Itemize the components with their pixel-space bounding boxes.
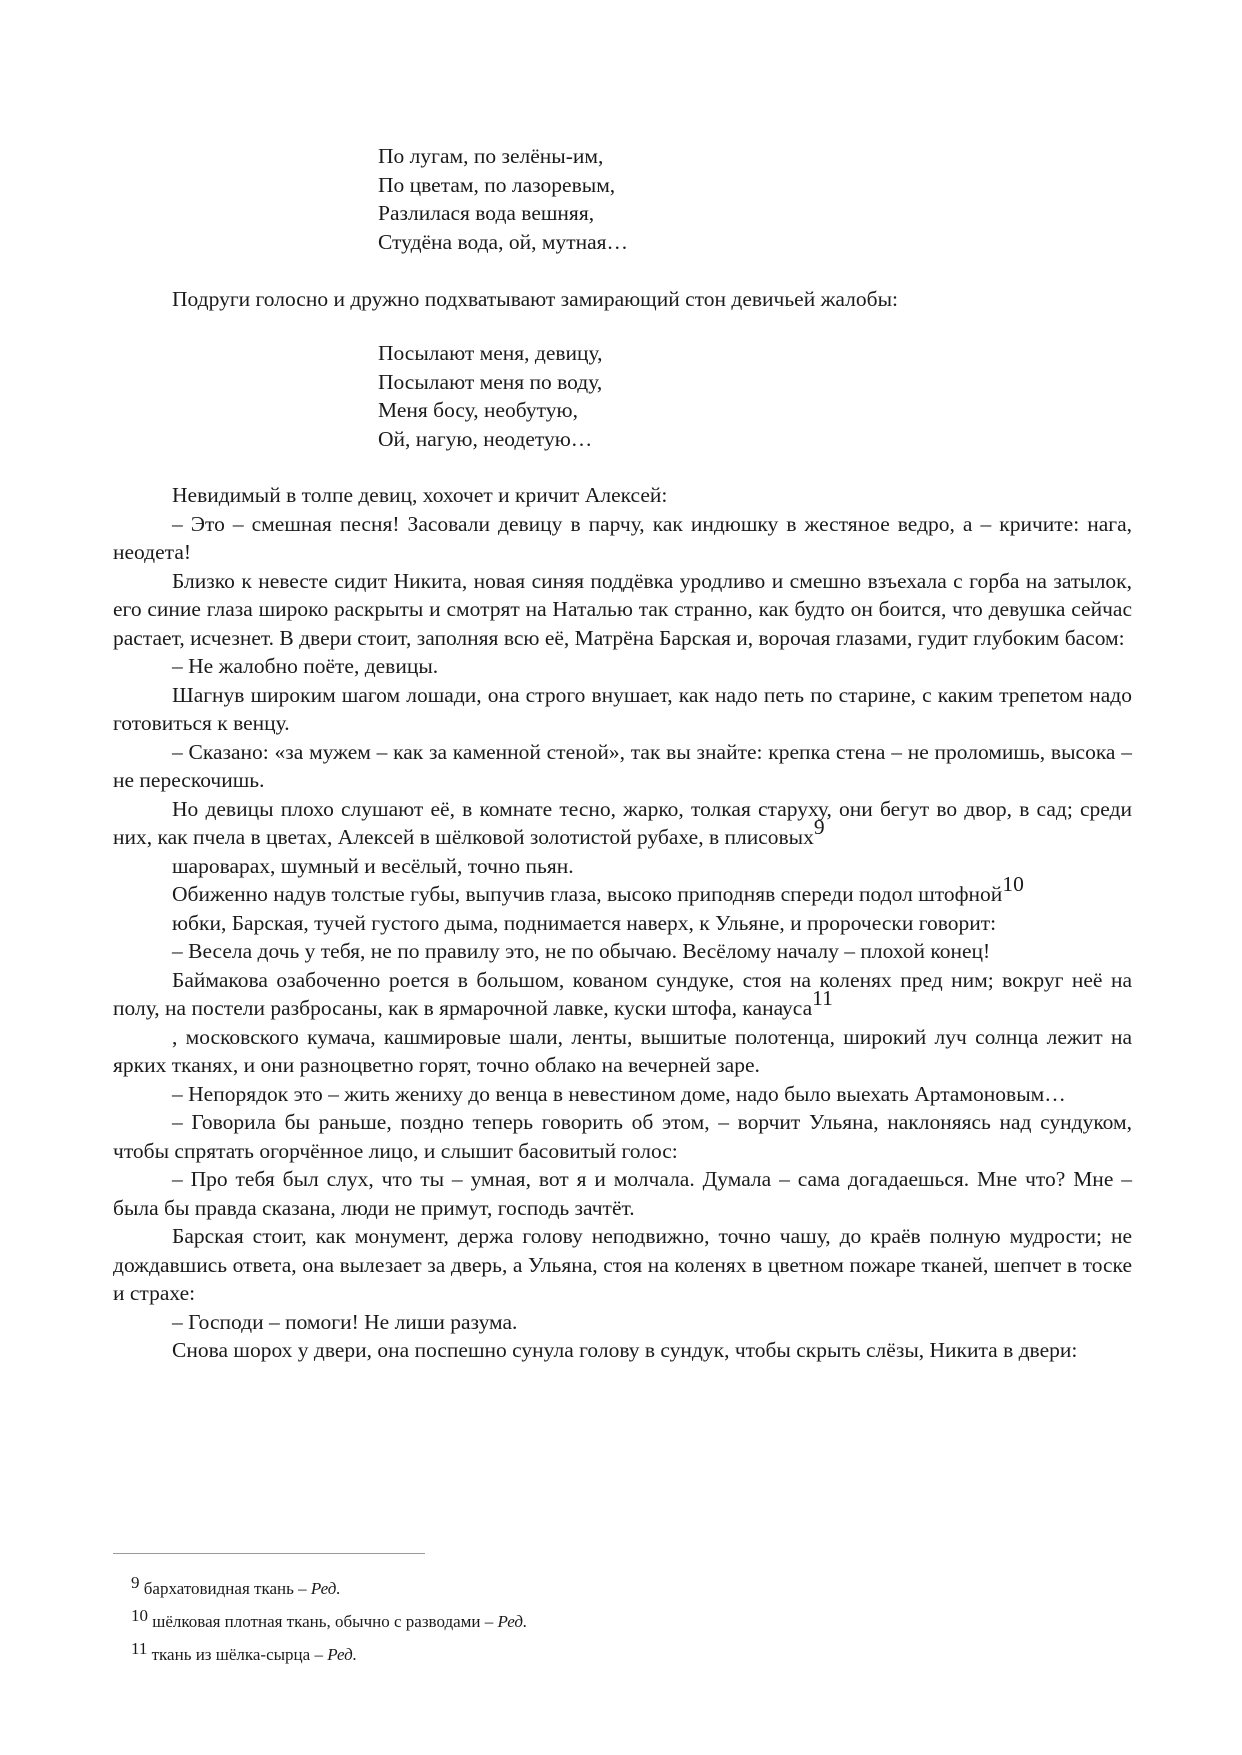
footnote-number: 11 [131,1639,148,1658]
footnote-editor: Ред. [327,1645,357,1664]
footnote-ref-11[interactable]: 11 [812,986,833,1010]
verse-line: Посылают меня, девицу, [378,341,603,365]
footnote-10 [131,1605,527,1638]
verse-line: Меня босу, необутую, [378,398,578,422]
footnote-editor: Ред. [310,1579,341,1598]
footnote-text: шёлковая плотная ткань, обычно с разводами – [152,1612,498,1631]
verse-line: Посылают меня по воду, [378,369,603,394]
footnotes [131,1572,527,1671]
paragraph [113,795,1132,852]
paragraph-text: Баймакова озабоченно роется в большом, кованом сундуке, стоя на коленях пред ним; вокруг неё на полу, на постели разбросаны, как в ярмарочной лавке, куски штофа, канауса [113,967,1132,1020]
paragraph-text: Обиженно надув толстые губы, выпучив глаза, высоко приподняв спереди подол штофной [172,882,1003,906]
paragraph: шароварах, шумный и весёлый, точно пьян. [172,853,574,878]
footnote-editor: Ред. [497,1612,528,1631]
footnote-text: бархатовидная ткань – [143,1579,311,1598]
paragraph-text: Но девицы плохо слушают её, в комнате тесно, жарко, толкая старуху, они бегут во двор, в сад; среди них, как пчела в цветах, Алексей в шёлковой золотистой рубахе, в плисовых [113,796,1132,849]
footnote-number: 10 [131,1606,148,1625]
intro-paragraph: Подруги голосно и дружно подхватывают замирающий стон девичьей жалобы: [172,287,899,311]
prose-body [113,481,1132,1365]
paragraph [113,966,1132,1023]
paragraph: Снова шорох у двери, она поспешно сунула голову в сундук, чтобы скрыть слёзы, Никита в двери: [172,1338,1078,1362]
paragraph: – Весела дочь у тебя, не по правилу это, не по обычаю. Весёлому началу – плохой конец! [172,939,991,963]
footnote-9 [131,1572,527,1605]
footnote-divider [113,1553,425,1554]
paragraph: юбки, Барская, тучей густого дыма, поднимается наверх, к Ульяне, и пророчески говорит: [172,910,997,935]
verse-line: Разлилася вода вешняя, [378,201,595,225]
paragraph: – Господи – помоги! Не лиши разума. [172,1309,518,1334]
paragraph: – Это – смешная песня! Засовали девицу в парчу, как индюшку в жестяное ведро, а – кричите: нага, неодета! [113,511,1132,564]
song-verse-2 [378,339,603,453]
footnote-ref-9[interactable]: 9 [813,815,825,839]
paragraph: Близко к невесте сидит Никита, новая синяя поддёвка уродливо и смешно взъехала с горба на затылок, его синие глаза широко раскрыты и смотрят на Наталью так странно, как будто он боится, что девушка сейчас растает, исчезнет. В двери стоит, заполняя всю её, Матрёна Барская и, ворочая глазами, гудит глубоким басом: [113,568,1132,650]
paragraph: – Непорядок это – жить жениху до венца в невестином доме, надо было выехать Артамоновым… [172,1081,1066,1106]
footnote-text: ткань из шёлка-сырца – [151,1645,328,1664]
paragraph: – Про тебя был слух, что ты – умная, вот я и молчала. Думала – сама догадаешься. Мне что? Мне – была бы правда сказана, люди не примут, господь зачтёт. [113,1167,1132,1220]
footnote-ref-10[interactable]: 10 [1002,872,1024,896]
paragraph: – Не жалобно поёте, девицы. [172,654,439,678]
verse-line: По цветам, по лазоревым, [378,172,616,197]
paragraph: Шагнув широким шагом лошади, она строго внушает, как надо петь по старине, с каким трепетом надо готовиться к венцу. [113,682,1132,735]
verse-line: По лугам, по зелёны-им, [378,144,604,168]
song-verse-1 [378,142,628,256]
footnote-number: 9 [131,1573,140,1592]
verse-line: Студёна вода, ой, мутная… [378,229,629,254]
verse-line: Ой, нагую, неодетую… [378,426,593,451]
paragraph: – Сказано: «за мужем – как за каменной стеной», так вы знайте: крепка стена – не проломишь, высока – не перескочишь. [113,739,1132,792]
paragraph: – Говорила бы раньше, поздно теперь говорить об этом, – ворчит Ульяна, наклоняясь над сундуком, чтобы спрятать огорчённое лицо, и слышит басовитый голос: [113,1110,1132,1163]
footnote-11 [131,1638,527,1671]
paragraph: , московского кумача, кашмировые шали, ленты, вышитые полотенца, широкий луч солнца лежит на ярких тканях, и они разноцветно горят, точно облако на вечерней заре. [113,1024,1132,1077]
paragraph: Барская стоит, как монумент, держа голову неподвижно, точно чашу, до краёв полную мудрости; не дождавшись ответа, она вылезает за дверь, а Ульяна, стоя на коленях в цветном пожаре тканей, шепчет в тоске и страхе: [113,1224,1132,1305]
paragraph: Невидимый в толпе девиц, хохочет и кричит Алексей: [172,483,668,507]
paragraph [113,872,1132,909]
